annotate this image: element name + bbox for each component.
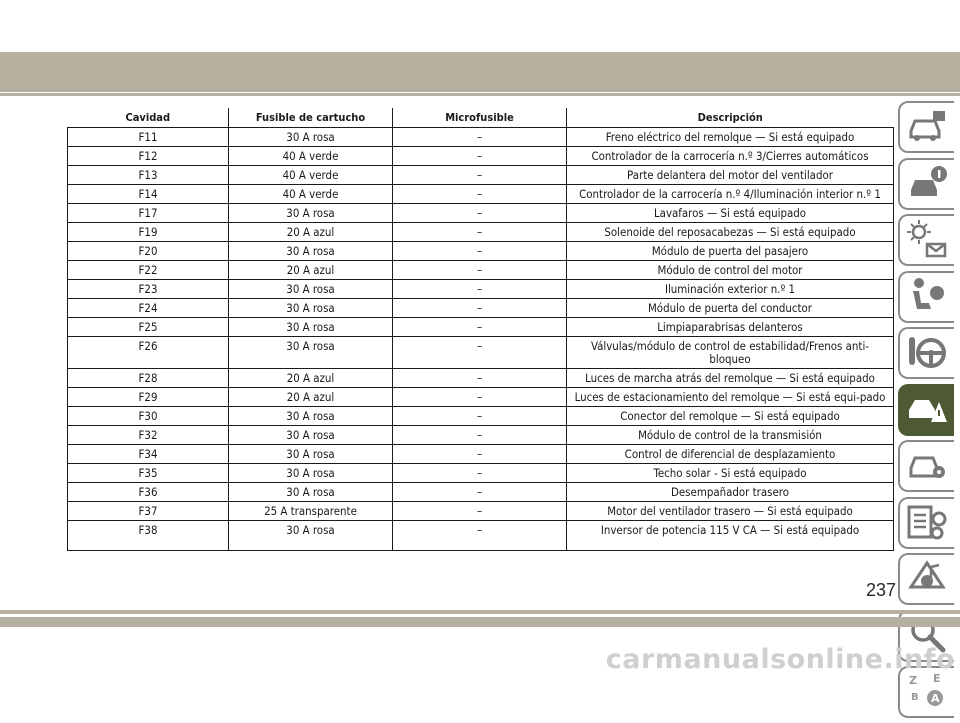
nav-tab-warning-lights-message[interactable]	[898, 214, 954, 266]
cavity-cell: F29	[68, 387, 229, 406]
nav-tab-car-dashboard[interactable]	[898, 101, 954, 153]
description-cell: Válvulas/módulo de control de estabilidad/Frenos anti-bloqueo	[567, 336, 894, 368]
cartridge-fuse-cell: 20 A azul	[229, 387, 393, 406]
table-row	[68, 444, 894, 463]
microfuse-cell: –	[393, 298, 567, 317]
cartridge-fuse-cell: 30 A rosa	[229, 127, 393, 146]
description-cell: Módulo de control del motor	[567, 260, 894, 279]
description-cell: Techo solar - Si está equipado	[567, 463, 894, 482]
table-row	[68, 482, 894, 501]
car-dashboard-icon	[905, 105, 949, 149]
svg-text:B: B	[911, 692, 919, 703]
cartridge-fuse-cell: 20 A azul	[229, 222, 393, 241]
description-cell: Limpiaparabrisas delanteros	[567, 317, 894, 336]
cavity-cell: F11	[68, 127, 229, 146]
cavity-cell: F28	[68, 368, 229, 387]
specifications-gear-icon	[905, 501, 949, 545]
microfuse-cell: –	[393, 222, 567, 241]
cavity-cell: F12	[68, 146, 229, 165]
microfuse-cell: –	[393, 260, 567, 279]
cartridge-fuse-cell: 30 A rosa	[229, 425, 393, 444]
cartridge-fuse-cell: 20 A azul	[229, 260, 393, 279]
description-cell: Controlador de la carrocería n.º 3/Cierres automáticos	[567, 146, 894, 165]
table-row	[68, 520, 894, 550]
cartridge-fuse-cell: 30 A rosa	[229, 317, 393, 336]
microfuse-cell: –	[393, 425, 567, 444]
roadside-emergency-icon	[905, 388, 949, 432]
description-cell: Control de diferencial de desplazamiento	[567, 444, 894, 463]
microfuse-cell: –	[393, 279, 567, 298]
cartridge-fuse-cell: 30 A rosa	[229, 241, 393, 260]
cavity-cell: F22	[68, 260, 229, 279]
description-cell: Módulo de puerta del pasajero	[567, 241, 894, 260]
description-cell: Parte delantera del motor del ventilador	[567, 165, 894, 184]
header-microfuse: Microfusible	[393, 108, 567, 127]
microfuse-cell: –	[393, 165, 567, 184]
description-cell: Desempañador trasero	[567, 482, 894, 501]
table-row	[68, 241, 894, 260]
microfuse-cell: –	[393, 406, 567, 425]
cavity-cell: F13	[68, 165, 229, 184]
microfuse-cell: –	[393, 444, 567, 463]
header-cavity: Cavidad	[68, 108, 229, 127]
svg-text:E: E	[933, 672, 941, 685]
cavity-cell: F37	[68, 501, 229, 520]
description-cell: Conector del remolque — Si está equipado	[567, 406, 894, 425]
cartridge-fuse-cell: 40 A verde	[229, 184, 393, 203]
bottom-decorative-band	[0, 617, 960, 627]
microfuse-cell: –	[393, 127, 567, 146]
warning-lights-message-icon	[905, 218, 949, 262]
seat-airbag-icon	[905, 275, 949, 319]
table-row	[68, 317, 894, 336]
cartridge-fuse-cell: 40 A verde	[229, 165, 393, 184]
microfuse-cell: –	[393, 146, 567, 165]
watermark: carmanualsonline.info	[605, 644, 955, 675]
description-cell: Motor del ventilador trasero — Si está equipado	[567, 501, 894, 520]
microfuse-cell: –	[393, 463, 567, 482]
description-cell: Iluminación exterior n.º 1	[567, 279, 894, 298]
description-cell: Solenoide del reposacabezas — Si está equipado	[567, 222, 894, 241]
nav-tab-roadside-emergency[interactable]	[898, 384, 954, 436]
description-cell: Luces de estacionamiento del remolque — Si está equi-pado	[567, 387, 894, 406]
description-cell: Lavafaros — Si está equipado	[567, 203, 894, 222]
cavity-cell: F32	[68, 425, 229, 444]
bottom-decorative-rule	[0, 610, 960, 614]
nav-tab-car-info[interactable]	[898, 158, 954, 210]
header-description: Descripción	[567, 108, 894, 127]
cavity-cell: F36	[68, 482, 229, 501]
steering-wheel-icon	[905, 331, 949, 375]
car-service-icon	[905, 444, 949, 488]
table-row	[68, 368, 894, 387]
cartridge-fuse-cell: 25 A transparente	[229, 501, 393, 520]
microfuse-cell: –	[393, 241, 567, 260]
table-header-row	[68, 108, 894, 127]
table-row	[68, 406, 894, 425]
cartridge-fuse-cell: 20 A azul	[229, 368, 393, 387]
cavity-cell: F14	[68, 184, 229, 203]
nav-tab-seat-airbag[interactable]	[898, 271, 954, 323]
table-row	[68, 298, 894, 317]
table-row	[68, 260, 894, 279]
table-row	[68, 336, 894, 368]
car-info-icon	[905, 162, 949, 206]
microfuse-cell: –	[393, 317, 567, 336]
description-cell: Freno eléctrico del remolque — Si está equipado	[567, 127, 894, 146]
fuse-table	[67, 108, 894, 551]
microfuse-cell: –	[393, 203, 567, 222]
table-row	[68, 146, 894, 165]
microfuse-cell: –	[393, 501, 567, 520]
description-cell: Módulo de puerta del conductor	[567, 298, 894, 317]
table-row	[68, 127, 894, 146]
cartridge-fuse-cell: 30 A rosa	[229, 336, 393, 368]
svg-text:Z: Z	[909, 674, 917, 687]
svg-text:A: A	[931, 692, 940, 705]
cartridge-fuse-cell: 30 A rosa	[229, 203, 393, 222]
top-decorative-band	[0, 52, 960, 92]
table-row	[68, 425, 894, 444]
cavity-cell: F34	[68, 444, 229, 463]
nav-tab-steering-wheel[interactable]	[898, 327, 954, 379]
cavity-cell: F30	[68, 406, 229, 425]
chapter-nav-tabs	[898, 101, 954, 723]
cavity-cell: F26	[68, 336, 229, 368]
cavity-cell: F35	[68, 463, 229, 482]
cartridge-fuse-cell: 40 A verde	[229, 146, 393, 165]
cavity-cell: F38	[68, 520, 229, 550]
description-cell: Módulo de control de la transmisión	[567, 425, 894, 444]
table-row	[68, 387, 894, 406]
language-letters-icon	[905, 670, 949, 714]
table-row	[68, 463, 894, 482]
top-decorative-rule	[0, 93, 960, 96]
header-cartridge-fuse: Fusible de cartucho	[229, 108, 393, 127]
table-row	[68, 184, 894, 203]
cavity-cell: F19	[68, 222, 229, 241]
microfuse-cell: –	[393, 368, 567, 387]
table-row	[68, 279, 894, 298]
microfuse-cell: –	[393, 184, 567, 203]
cartridge-fuse-cell: 30 A rosa	[229, 482, 393, 501]
nav-tab-multimedia[interactable]	[898, 553, 954, 605]
description-cell: Controlador de la carrocería n.º 4/Iluminación interior n.º 1	[567, 184, 894, 203]
table-row	[68, 501, 894, 520]
cartridge-fuse-cell: 30 A rosa	[229, 279, 393, 298]
cavity-cell: F20	[68, 241, 229, 260]
page-number: 237	[865, 580, 896, 600]
description-cell: Inversor de potencia 115 V CA — Si está equipado	[567, 520, 894, 550]
microfuse-cell: –	[393, 520, 567, 550]
cartridge-fuse-cell: 30 A rosa	[229, 463, 393, 482]
cartridge-fuse-cell: 30 A rosa	[229, 298, 393, 317]
nav-tab-specifications-gear[interactable]	[898, 497, 954, 549]
cartridge-fuse-cell: 30 A rosa	[229, 520, 393, 550]
microfuse-cell: –	[393, 387, 567, 406]
cavity-cell: F23	[68, 279, 229, 298]
description-cell: Luces de marcha atrás del remolque — Si está equipado	[567, 368, 894, 387]
cartridge-fuse-cell: 30 A rosa	[229, 444, 393, 463]
table-row	[68, 222, 894, 241]
table-row	[68, 165, 894, 184]
multimedia-icon	[905, 557, 949, 601]
microfuse-cell: –	[393, 482, 567, 501]
table-row	[68, 203, 894, 222]
cavity-cell: F25	[68, 317, 229, 336]
nav-tab-car-service[interactable]	[898, 440, 954, 492]
cartridge-fuse-cell: 30 A rosa	[229, 406, 393, 425]
cavity-cell: F24	[68, 298, 229, 317]
cavity-cell: F17	[68, 203, 229, 222]
microfuse-cell: –	[393, 336, 567, 368]
